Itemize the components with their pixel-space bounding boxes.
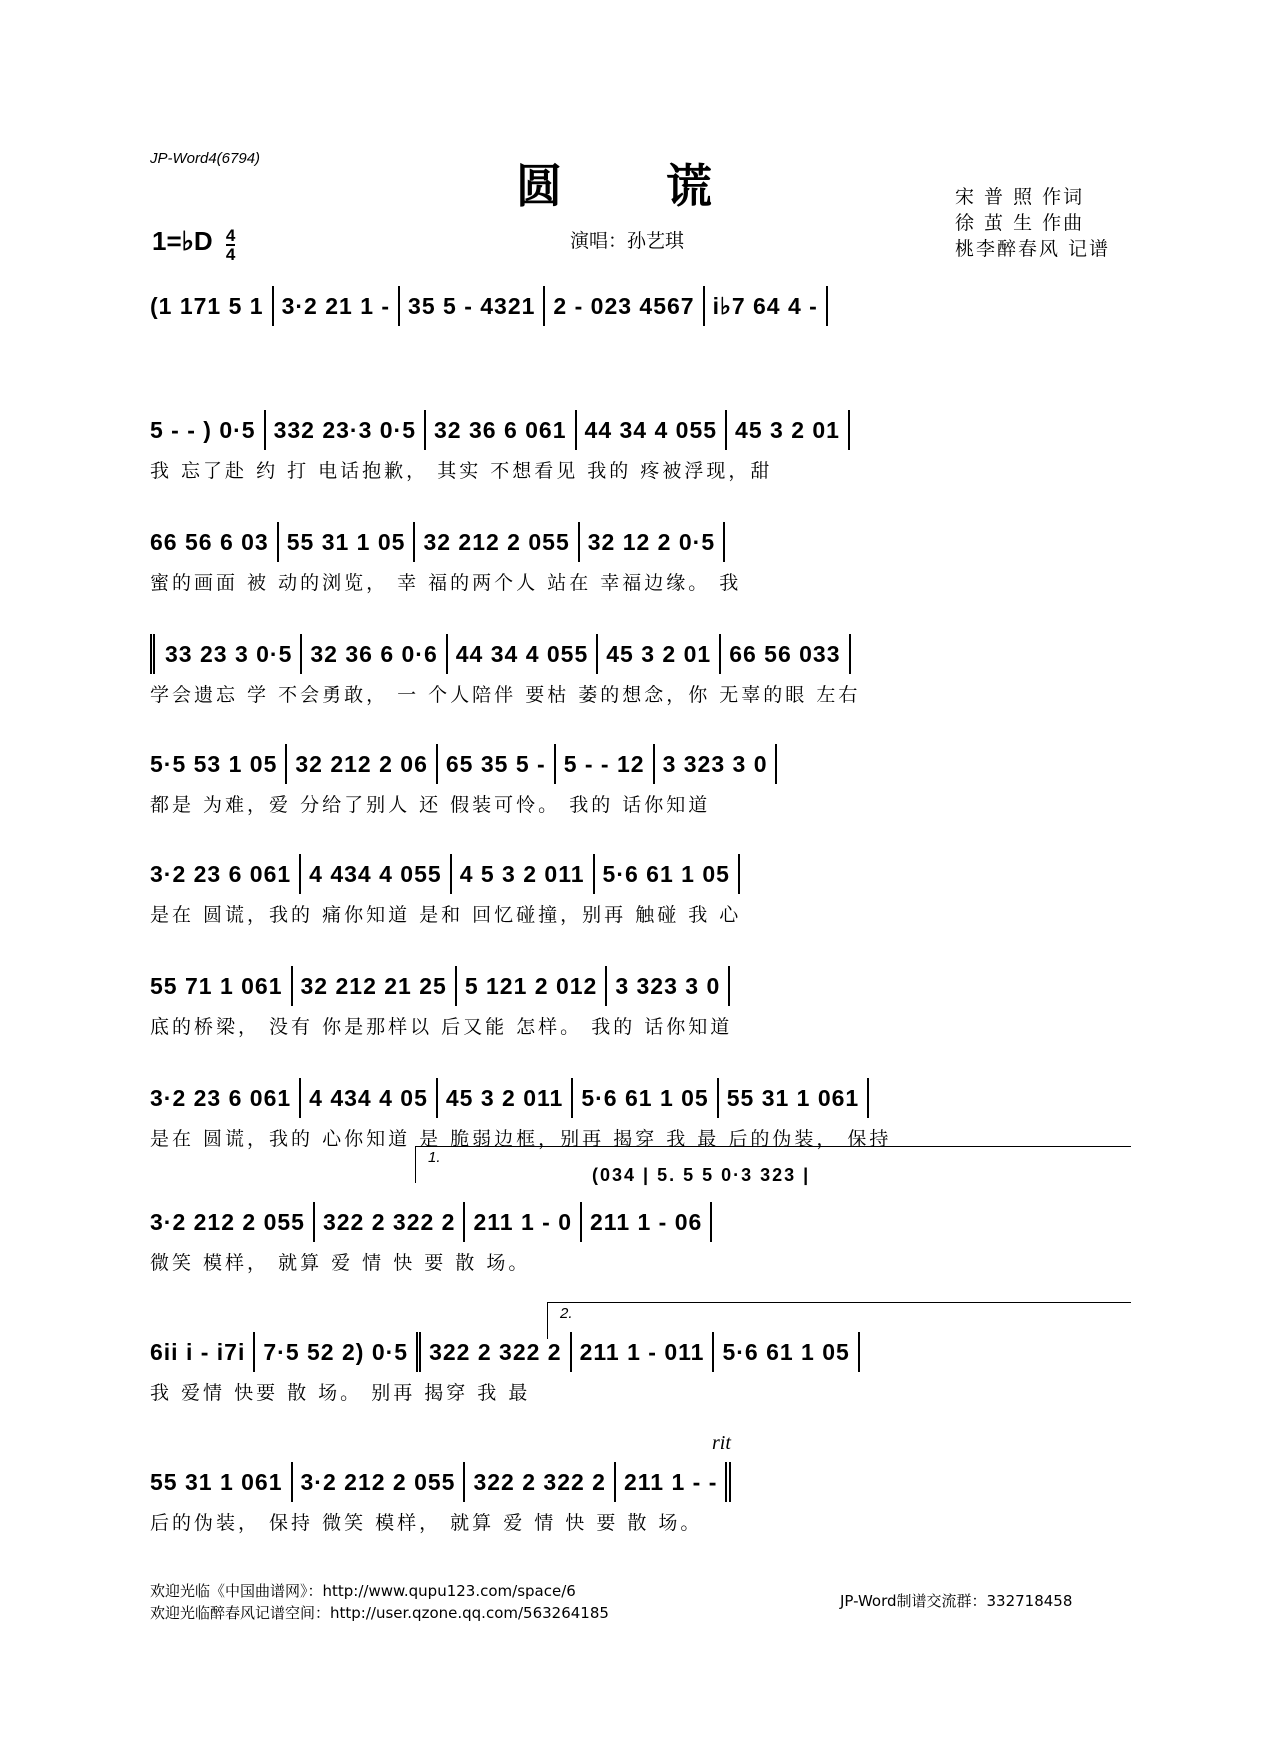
measure: 5·6 61 1 05	[714, 1332, 859, 1372]
measure: 45 3 2 01	[727, 410, 850, 450]
lyrics-row: 是在 圆谎，我的 心你知道 是 脆弱边框，别再 揭穿 我 最 后的伪装， 保持	[150, 1128, 892, 1150]
lyrics-row: 我 忘了赴 约 打 电话抱歉， 其实 不想看见 我的 疼被浮现，甜	[150, 460, 773, 482]
measure: 4 434 4 05	[301, 1078, 438, 1118]
lyrics-row: 后的伪装， 保持 微笑 模样， 就算 爱 情 快 要 散 场。	[150, 1512, 703, 1534]
measure: 322 2 322 2	[421, 1332, 572, 1372]
measure: 65 35 5 -	[438, 744, 556, 784]
credits	[955, 184, 1110, 262]
measure: 32 36 6 061	[426, 410, 577, 450]
lyrics-row: 微笑 模样， 就算 爱 情 快 要 散 场。	[150, 1252, 531, 1274]
footer-links	[150, 1580, 609, 1624]
score-line-1	[150, 284, 1130, 388]
score-line-11	[150, 1460, 1130, 1564]
measure: 211 1 - 06	[582, 1202, 712, 1242]
lyrics-row: 我 爱情 快要 散 场。 别再 揭穿 我 最	[150, 1382, 531, 1404]
measure: 4 434 4 055	[301, 854, 452, 894]
notes-row	[150, 520, 1130, 564]
notes-row	[150, 284, 1130, 328]
lyrics-row: 都是 为难，爱 分给了别人 还 假装可怜。 我的 话你知道	[150, 794, 711, 816]
score-line-6	[150, 852, 1130, 956]
time-signature	[226, 227, 235, 263]
measure: 3 323 3 0	[655, 744, 778, 784]
measure: 3·2 23 6 061	[150, 1078, 301, 1118]
lyrics-row: 底的桥梁， 没有 你是那样以 后又能 怎样。 我的 话你知道	[150, 1016, 733, 1038]
transcriber-credit: 桃李醉春风 记谱	[955, 238, 1111, 260]
notes-row	[150, 408, 1130, 452]
measure: 5·5 53 1 05	[150, 744, 287, 784]
measure: 5·6 61 1 05	[595, 854, 740, 894]
measure: 45 3 2 011	[438, 1078, 573, 1118]
key-signature	[152, 226, 235, 263]
interlude-notes: (034 | 5. 5 5 0·3 323 |	[592, 1165, 811, 1185]
measure: 5 121 2 012	[457, 966, 608, 1006]
measure: 7·5 52 2) 0·5	[255, 1332, 421, 1372]
score-line-9	[150, 1200, 1130, 1304]
footer-group: JP-Word制谱交流群：332718458	[840, 1592, 1073, 1610]
measure: 55 31 1 05	[279, 522, 416, 562]
measure: 32 212 21 25	[293, 966, 457, 1006]
notes-row	[150, 1330, 1130, 1374]
measure: i♭7 64 4 -	[705, 286, 828, 326]
notes-row	[150, 742, 1130, 786]
measure: 32 212 2 055	[415, 522, 579, 562]
footer-space-line: 欢迎光临醉春风记谱空间：http://user.qzone.qq.com/563264185	[150, 1604, 609, 1622]
measure: 5 - - ) 0·5	[150, 410, 266, 450]
measure: 322 2 322 2	[315, 1202, 466, 1242]
measure: 35 5 - 4321	[400, 286, 545, 326]
measure: 322 2 322 2	[465, 1462, 616, 1502]
first-ending-label: 1.	[428, 1149, 441, 1166]
notes-row	[150, 852, 1130, 896]
lyrics-row: 学会遗忘 学 不会勇敢， 一 个人陪伴 要枯 萎的想念，你 无辜的眼 左右	[150, 684, 861, 706]
score-line-3	[150, 520, 1130, 624]
software-tag: JP-Word4(6794)	[150, 150, 261, 167]
measure: 55 71 1 061	[150, 966, 293, 1006]
measure: 45 3 2 01	[598, 634, 721, 674]
ritardando-mark: rit	[712, 1432, 731, 1454]
second-ending-label: 2.	[560, 1305, 573, 1322]
footer-site-line: 欢迎光临《中国曲谱网》：http://www.qupu123.com/space/6	[150, 1582, 576, 1600]
measure: 32 12 2 0·5	[580, 522, 725, 562]
score-line-7	[150, 964, 1130, 1068]
lyrics-row: 是在 圆谎，我的 痛你知道 是和 回忆碰撞，别再 触碰 我 心	[150, 904, 742, 926]
key-label: 1=♭D	[152, 226, 213, 256]
measure: 66 56 033	[721, 634, 850, 674]
measure: 211 1 - -	[616, 1462, 731, 1502]
measure: 66 56 6 03	[150, 522, 279, 562]
measure: 44 34 4 055	[577, 410, 728, 450]
lyrics-row: 蜜的画面 被 动的浏览， 幸 福的两个人 站在 幸福边缘。 我	[150, 572, 742, 594]
measure: 4 5 3 2 011	[452, 854, 595, 894]
score-line-5	[150, 742, 1130, 846]
notes-row	[150, 1076, 1130, 1120]
measure: 211 1 - 011	[572, 1332, 715, 1372]
score-line-4	[150, 632, 1130, 736]
time-top: 4	[225, 226, 236, 245]
measure: 32 36 6 0·6	[302, 634, 447, 674]
time-bottom: 4	[225, 245, 236, 264]
score-line-2	[150, 408, 1130, 512]
score-line-10	[150, 1330, 1130, 1434]
measure: 33 23 3 0·5	[150, 634, 302, 674]
measure: (1 171 5 1	[150, 286, 274, 326]
song-title: 圆 谎	[515, 159, 756, 213]
singer-credit: 演唱：孙艺琪	[570, 230, 685, 252]
measure: 5·6 61 1 05	[573, 1078, 718, 1118]
notes-row	[150, 1200, 1130, 1244]
measure: 3 323 3 0	[607, 966, 730, 1006]
measure: 211 1 - 0	[465, 1202, 582, 1242]
notes-row	[150, 1460, 1130, 1504]
measure: 3·2 21 1 -	[274, 286, 400, 326]
measure: 3·2 212 2 055	[293, 1462, 466, 1502]
measure: 5 - - 12	[556, 744, 655, 784]
lyricist-credit: 宋 普 照 作词	[955, 186, 1085, 208]
measure: 332 23·3 0·5	[266, 410, 426, 450]
measure: 32 212 2 06	[287, 744, 438, 784]
measure: 6ii i - i7i	[150, 1332, 255, 1372]
measure: 3·2 212 2 055	[150, 1202, 315, 1242]
measure: 44 34 4 055	[448, 634, 599, 674]
measure: 3·2 23 6 061	[150, 854, 301, 894]
measure: 55 31 1 061	[150, 1462, 293, 1502]
notes-row	[150, 632, 1130, 676]
notes-row	[150, 964, 1130, 1008]
measure: 2 - 023 4567	[545, 286, 704, 326]
measure: 55 31 1 061	[719, 1078, 870, 1118]
composer-credit: 徐 茧 生 作曲	[955, 212, 1085, 234]
